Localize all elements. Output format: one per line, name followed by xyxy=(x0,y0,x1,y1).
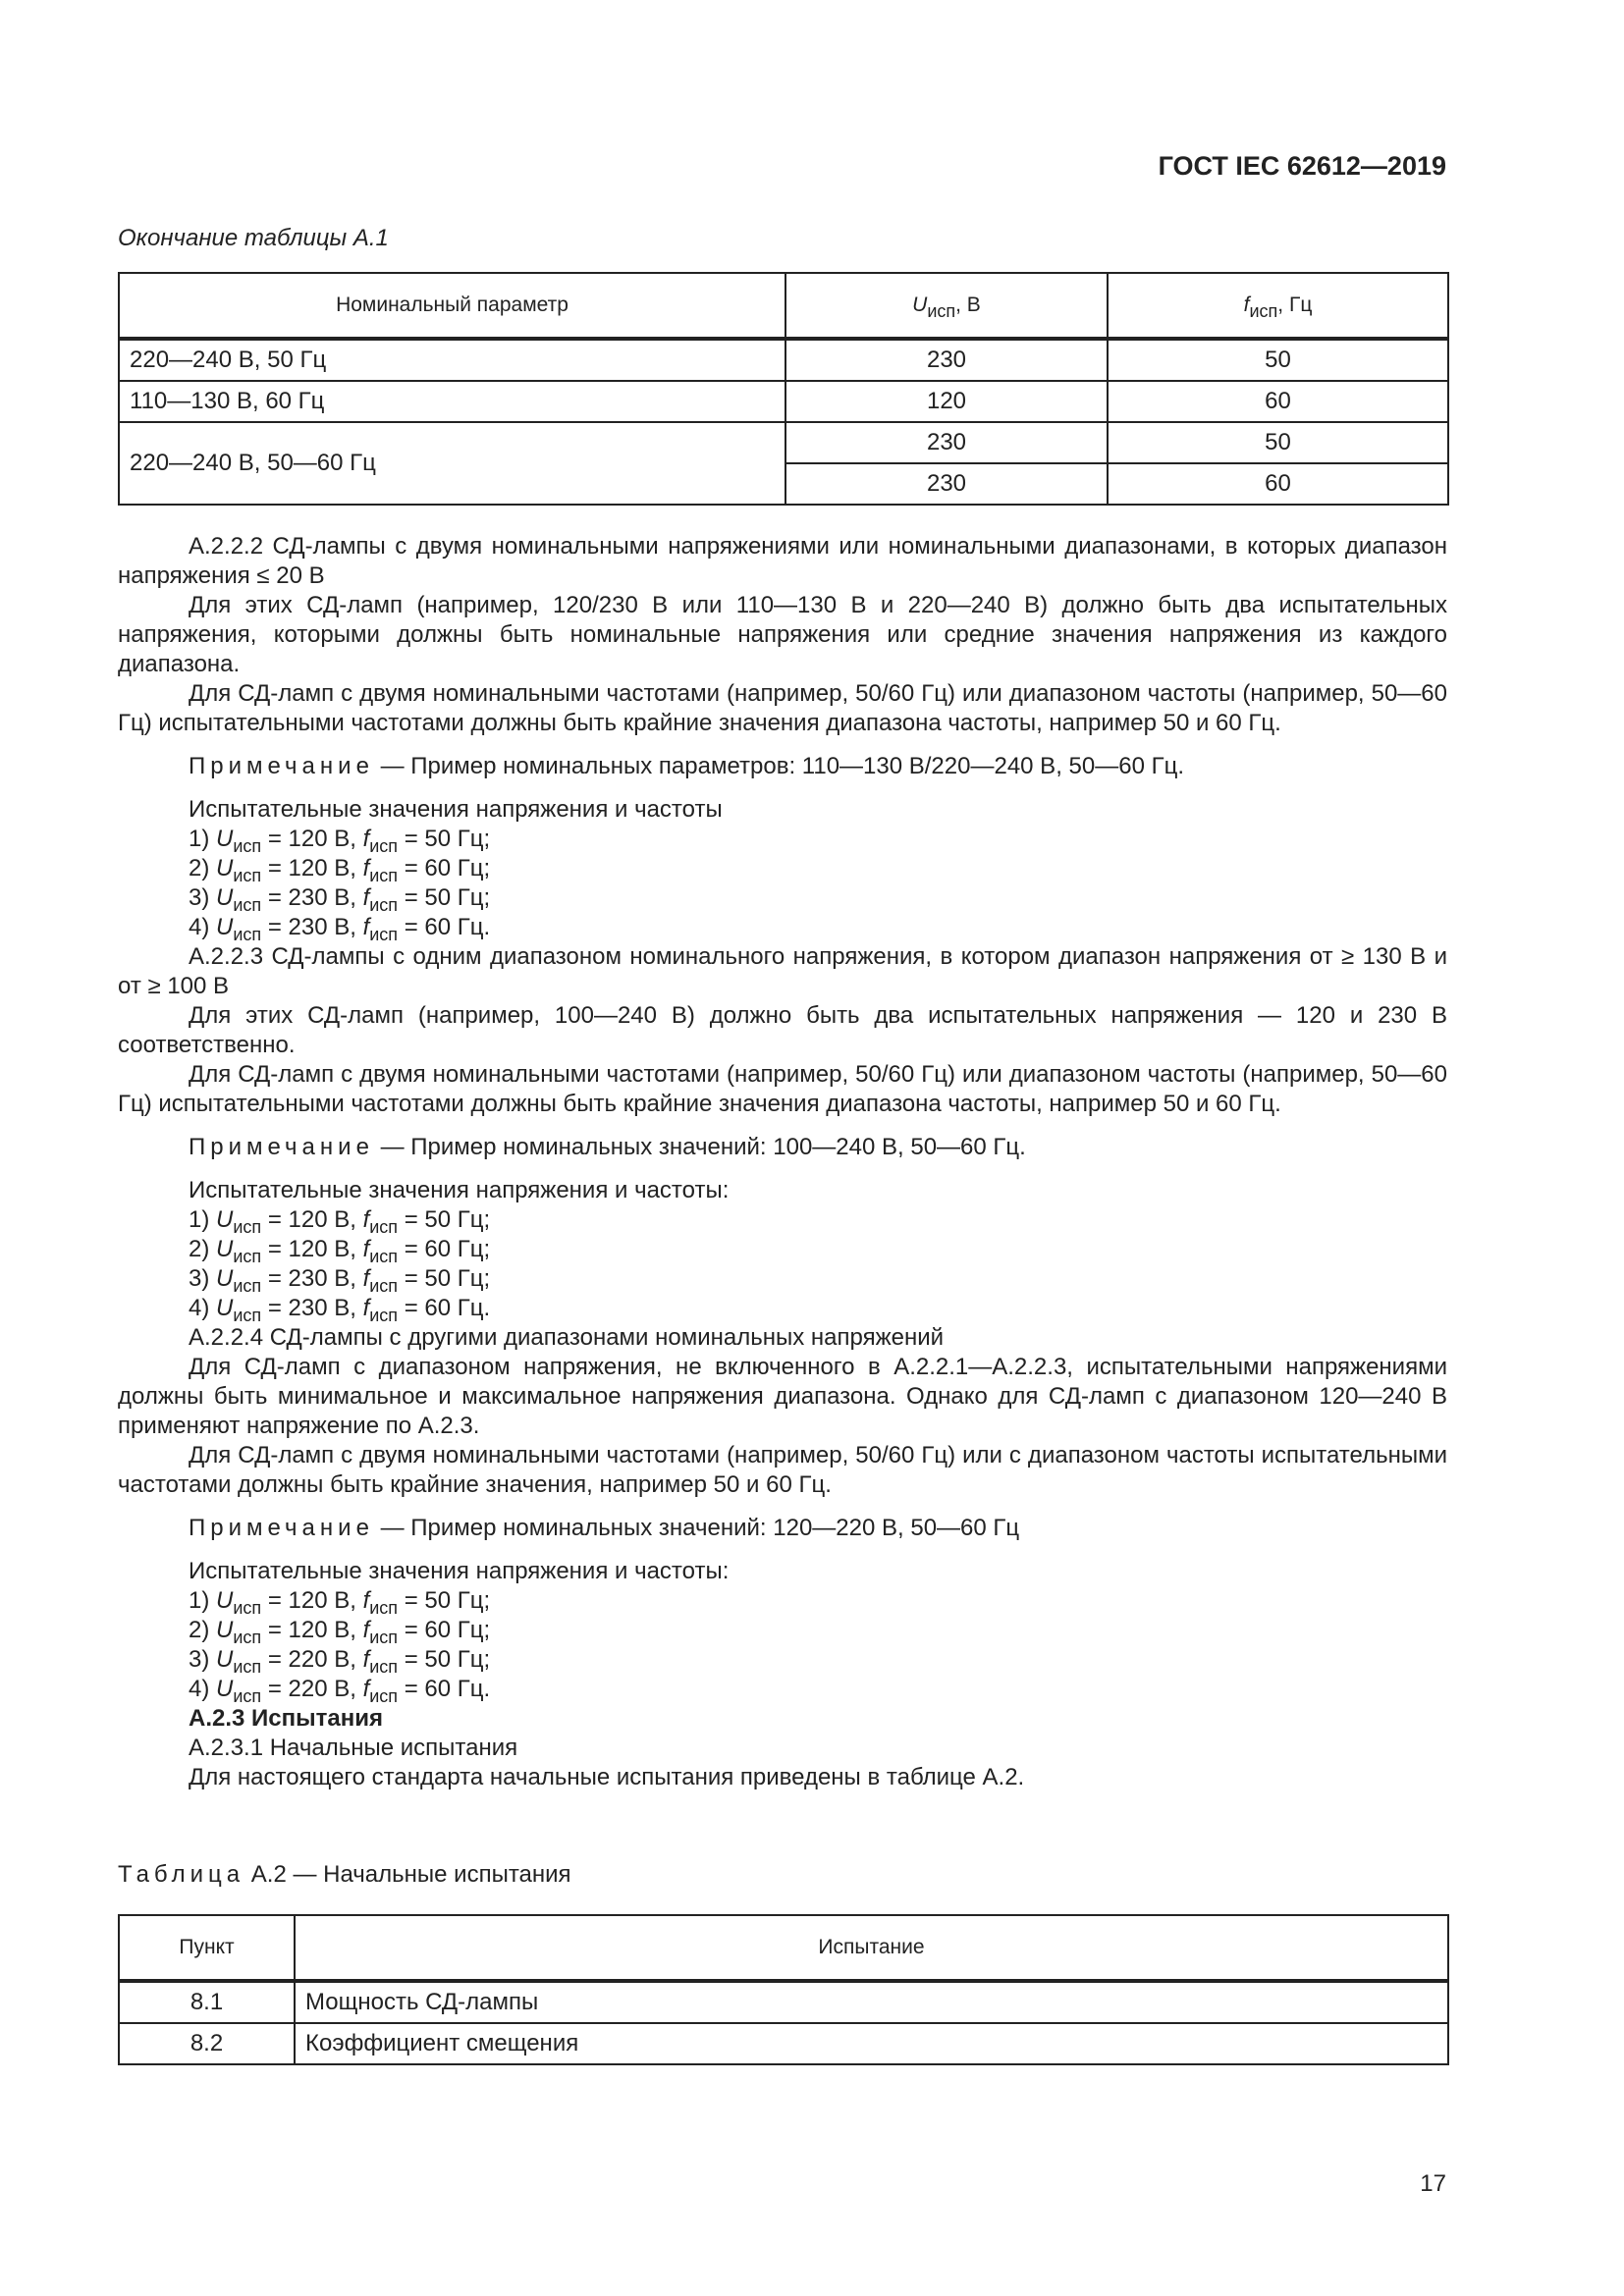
table-cell: 50 xyxy=(1108,339,1448,381)
table-cell: Коэффициент смещения xyxy=(295,2023,1448,2064)
list-item: 4) $U_{исп} = 230$ В, $f_{исп} = 60$ Гц. xyxy=(189,914,491,944)
table-cell: 220—240 В, 50 Гц xyxy=(119,339,785,381)
paragraph: Для СД-ламп с двумя номинальными частотами (например, 50/60 Гц) или диапазоном частоты (например, 50—60 Гц) испытательными частотами должны быть крайние значения диапазона частоты, например 50 и 60 Гц. xyxy=(118,1061,1447,1117)
table-cell: 230 xyxy=(785,339,1108,381)
symbol-f: f xyxy=(1243,294,1250,316)
unit: , Гц xyxy=(1277,294,1313,316)
section-heading: А.2.3 Испытания xyxy=(189,1705,383,1732)
body-text xyxy=(118,532,1447,1792)
list-item: 3) $U_{исп} = 220$ В, $f_{исп} = 50$ Гц; xyxy=(189,1646,491,1677)
test-values-list xyxy=(118,1586,1447,1704)
table-header-row xyxy=(119,273,1448,339)
subscript: исп xyxy=(927,301,956,321)
table-cell: 230 xyxy=(785,463,1108,505)
table-row xyxy=(119,381,1448,422)
column-header xyxy=(1108,273,1448,339)
list-item: 1) $U_{исп} = 120$ В, $f_{исп} = 50$ Гц; xyxy=(189,1206,491,1237)
note xyxy=(118,752,1447,781)
column-header: Номинальный параметр xyxy=(119,273,785,339)
list-item: 2) $U_{исп} = 120$ В, $f_{исп} = 60$ Гц; xyxy=(189,1617,491,1647)
table-cell: Мощность СД-лампы xyxy=(295,1981,1448,2023)
note-label: Примечание xyxy=(189,1134,374,1160)
note-label: Примечание xyxy=(189,1515,374,1541)
table-a2 xyxy=(118,1914,1449,2065)
table-row xyxy=(119,339,1448,381)
table-a1 xyxy=(118,272,1449,506)
list-item: 1) $U_{исп} = 120$ В, $f_{исп} = 50$ Гц; xyxy=(189,1587,491,1618)
test-values-list xyxy=(118,825,1447,942)
unit: , В xyxy=(955,294,981,316)
list-item: 1) $U_{исп} = 120$ В, $f_{исп} = 50$ Гц; xyxy=(189,826,491,856)
paragraph: А.2.2.2 СД-лампы с двумя номинальными напряжениями или номинальными диапазонами, в которых диапазон напряжения ≤ 20 В xyxy=(118,533,1447,589)
table-cell: 50 xyxy=(1108,422,1448,463)
table-row xyxy=(119,1981,1448,2023)
table-row xyxy=(119,422,1448,463)
paragraph: Для настоящего стандарта начальные испытания приведены в таблице А.2. xyxy=(189,1764,1025,1790)
column-header: Пункт xyxy=(119,1915,295,1981)
list-item: 2) $U_{исп} = 120$ В, $f_{исп} = 60$ Гц; xyxy=(189,855,491,885)
table-header-row xyxy=(119,1915,1448,1981)
list-heading: Испытательные значения напряжения и частоты: xyxy=(189,1558,730,1584)
note-text: — Пример номинальных значений: 100—240 В, 50—60 Гц. xyxy=(373,1134,1026,1160)
symbol-u: U xyxy=(912,294,928,316)
list-item: 2) $U_{исп} = 120$ В, $f_{исп} = 60$ Гц; xyxy=(189,1236,491,1266)
table-cell: 60 xyxy=(1108,463,1448,505)
paragraph: Для этих СД-ламп (например, 120/230 В или 110—130 В и 220—240 В) должно быть два испытательных напряжения, которыми должны быть номинальные напряжения или средние значения напряжения из каждого диапазона. xyxy=(118,592,1447,677)
test-values-list xyxy=(118,1205,1447,1323)
table-cell: 8.2 xyxy=(119,2023,295,2064)
list-item: 3) $U_{исп} = 230$ В, $f_{исп} = 50$ Гц; xyxy=(189,884,491,915)
list-item: 4) $U_{исп} = 230$ В, $f_{исп} = 60$ Гц. xyxy=(189,1295,491,1325)
column-header: Испытание xyxy=(295,1915,1448,1981)
paragraph: Для СД-ламп с двумя номинальными частотами (например, 50/60 Гц) или с диапазоном частоты испытательными частотами должны быть крайние значения, например 50 и 60 Гц. xyxy=(118,1442,1447,1498)
note-text: — Пример номинальных параметров: 110—130 В/220—240 В, 50—60 Гц. xyxy=(373,753,1184,779)
paragraph: А.2.2.3 СД-лампы с одним диапазоном номинального напряжения, в котором диапазон напряжения от ≥ 130 В и от ≥ 100 В xyxy=(118,943,1447,999)
caption-text: А.2 — Начальные испытания xyxy=(244,1861,571,1888)
note xyxy=(118,1133,1447,1162)
list-heading: Испытательные значения напряжения и частоты xyxy=(189,796,723,823)
list-heading: Испытательные значения напряжения и частоты: xyxy=(189,1177,730,1203)
table-a2-caption xyxy=(118,1860,571,1890)
column-header xyxy=(785,273,1108,339)
table-a1-caption: Окончание таблицы А.1 xyxy=(118,225,389,251)
subsection-heading: А.2.3.1 Начальные испытания xyxy=(189,1735,518,1761)
table-cell: 120 xyxy=(785,381,1108,422)
table-cell: 230 xyxy=(785,422,1108,463)
page-number: 17 xyxy=(1420,2170,1446,2197)
note-text: — Пример номинальных значений: 120—220 В, 50—60 Гц xyxy=(373,1515,1020,1541)
table-row xyxy=(119,2023,1448,2064)
paragraph: Для СД-ламп с двумя номинальными частотами (например, 50/60 Гц) или диапазоном частоты (например, 50—60 Гц) испытательными частотами должны быть крайние значения диапазона частоты, например 50 и 60 Гц. xyxy=(118,680,1447,736)
list-item: 4) $U_{исп} = 220$ В, $f_{исп} = 60$ Гц. xyxy=(189,1676,491,1706)
subscript: исп xyxy=(1249,301,1278,321)
table-cell: 8.1 xyxy=(119,1981,295,2023)
note-label: Примечание xyxy=(189,753,374,779)
document-id: ГОСТ IEC 62612—2019 xyxy=(1158,151,1446,181)
note xyxy=(118,1514,1447,1543)
list-item: 3) $U_{исп} = 230$ В, $f_{исп} = 50$ Гц; xyxy=(189,1265,491,1296)
table-cell: 60 xyxy=(1108,381,1448,422)
paragraph: Для СД-ламп с диапазоном напряжения, не включенного в А.2.2.1—А.2.2.3, испытательными напряжениями должны быть минимальное и максимальное напряжения диапазона. Однако для СД-ламп с диапазоном 120—240 В применяют напряжение по А.2.3. xyxy=(118,1354,1447,1439)
table-cell: 220—240 В, 50—60 Гц xyxy=(119,422,785,505)
caption-label: Таблица xyxy=(118,1861,245,1888)
paragraph: А.2.2.4 СД-лампы с другими диапазонами номинальных напряжений xyxy=(189,1324,945,1351)
table-cell: 110—130 В, 60 Гц xyxy=(119,381,785,422)
paragraph: Для этих СД-ламп (например, 100—240 В) должно быть два испытательных напряжения — 120 и 230 В соответственно. xyxy=(118,1002,1447,1058)
